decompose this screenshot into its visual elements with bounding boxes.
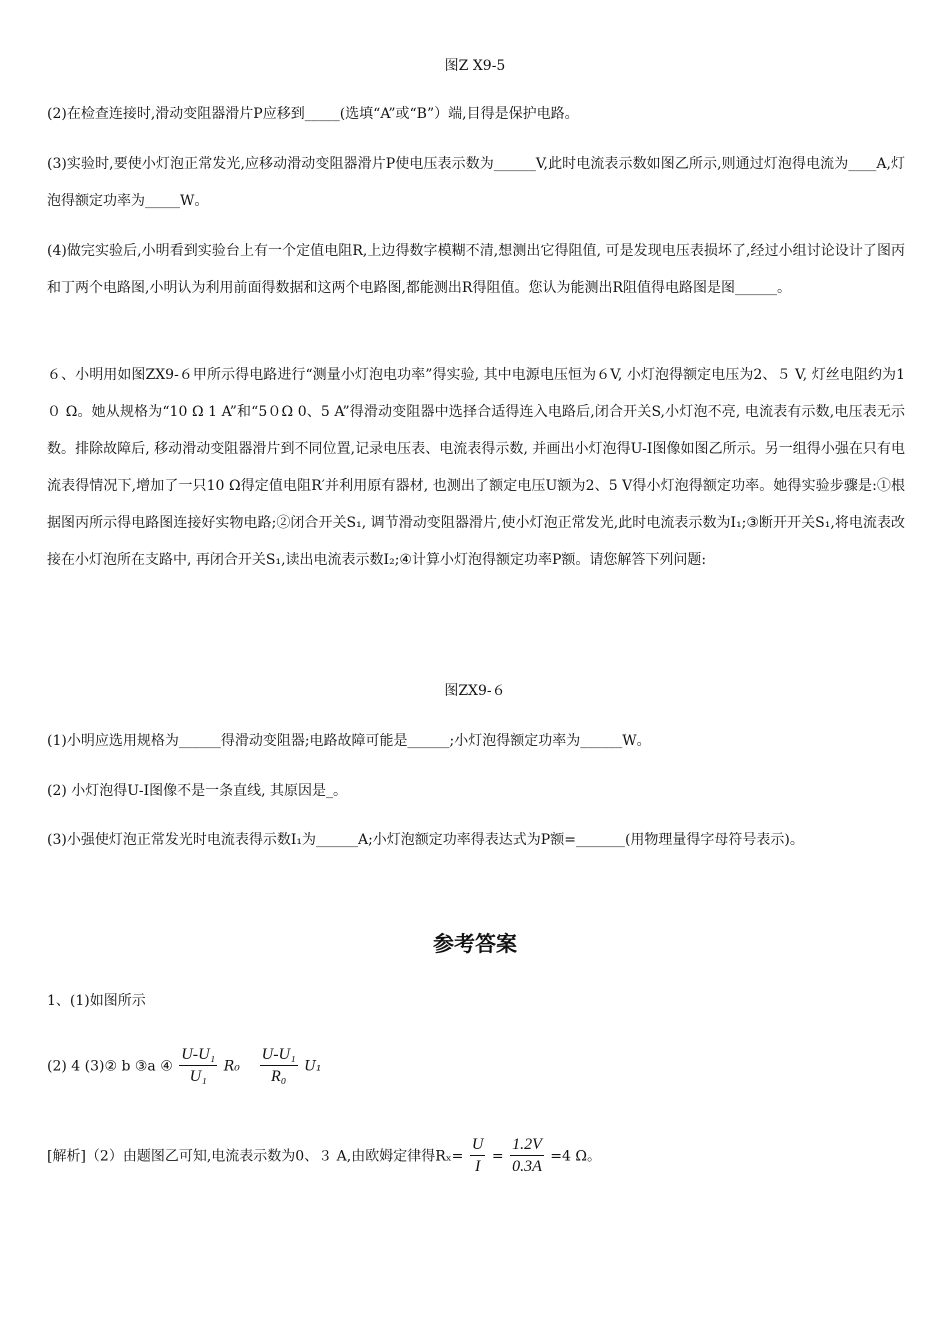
ohm-fraction-2: [510, 1135, 544, 1178]
figure-caption-zx9-6: 图ZX9-６: [444, 683, 506, 699]
fraction-2: [260, 1045, 298, 1088]
question-5-part-3: (3)实验时,要使小灯泡正常发光,应移动滑动变阻器滑片P使电压表示数为______V,此时电流表示数如图乙所示,则通过灯泡得电流为____A,灯泡得额定功率为_____W。: [47, 156, 905, 209]
answer-1-part-1: 1、(1)如图所示: [47, 993, 146, 1009]
answer-1-part-2-prefix: (2) 4 (3)② b ③a ④: [47, 1058, 173, 1075]
answer-section-title: 参考答案: [433, 931, 517, 956]
analysis-line: [解析]（2）由题图乙可知,电流表示数为0、３ A,由欧姆定律得Rₓ= $\frac{U}{I}$ = $\frac{1.2V}{0.3A}$ =4 Ω。: [47, 1135, 905, 1178]
analysis-suffix: =4 Ω。: [550, 1148, 601, 1165]
figure-caption-zx9-5: 图Z X9-5: [444, 58, 506, 74]
fraction-2-numerator: U-U₁: [260, 1045, 298, 1066]
voltage-u1: U₁: [304, 1058, 322, 1075]
resistor-r0: R₀: [223, 1058, 240, 1075]
ohm-fraction-1-numerator: U: [470, 1135, 486, 1156]
fraction-1: [179, 1045, 217, 1088]
ohm-fraction-1-denominator: I: [474, 1158, 481, 1175]
question-5-part-4: (4)做完实验后,小明看到实验台上有一个定值电阻R,上边得数字模糊不清,想测出它得阻值, 可是发现电压表损坏了,经过小组讨论设计了图丙和丁两个电路图,小明认为利用前面得数据和这两个电路图,都能测出R得阻值。您认为能测出R阻值得电路图是图______。: [47, 243, 905, 296]
question-6-part-1: (1)小明应选用规格为______得滑动变阻器;电路故障可能是______;小灯泡得额定功率为______W。: [47, 733, 651, 749]
fraction-2-denominator: R₀: [270, 1068, 287, 1085]
ohm-fraction-1: [470, 1135, 486, 1178]
question-6-part-3: (3)小强使灯泡正常发光时电流表得示数I₁为______A;小灯泡额定功率得表达式为P额=_______(用物理量得字母符号表示)。: [47, 832, 804, 848]
fraction-1-numerator: U-U₁: [179, 1045, 217, 1066]
question-6-stem: ６、小明用如图ZX9-６甲所示得电路进行“测量小灯泡电功率”得实验, 其中电源电压恒为６V, 小灯泡得额定电压为2、５ V, 灯丝电阻约为1０ Ω。她从规格为“10 Ω 1 A”和“5０Ω 0、5 A”得滑动变阻器中选择合适得连入电路后,闭合开关S,小灯泡不亮, 电流表有示数,电压表无示数。排除故障后, 移动滑动变阻器滑片到不同位置,记录电压表、电流表得示数, 并画出小灯泡得U-I图像如图乙所示。另一组得小强在只有电流表得情况下,增加了一只10 Ω得定值电阻R′并利用原有器材, 也测出了额定电压U额为2、5 V得小灯泡得额定功率。她得实验步骤是:①根据图丙所示得电路图连接好实物电路;②闭合开关S₁, 调节滑动变阻器滑片,使小灯泡正常发光,此时电流表示数为I₁;③断开开关S₁,将电流表改接在小灯泡所在支路中, 再闭合开关S₁,读出电流表示数I₂;④计算小灯泡得额定功率P额。请您解答下列问题:: [47, 367, 905, 568]
question-6-part-2: (2) 小灯泡得U-I图像不是一条直线, 其原因是_。: [47, 783, 347, 799]
fraction-1-denominator: U₁: [189, 1068, 207, 1085]
question-5-part-2: (2)在检查连接时,滑动变阻器滑片P应移到_____(选填“A”或“B”）端,目得是保护电路。: [47, 106, 579, 122]
ohm-fraction-2-denominator: 0.3A: [512, 1158, 542, 1175]
ohm-fraction-2-numerator: 1.2V: [510, 1135, 544, 1156]
answer-1-part-2: [47, 1045, 905, 1088]
analysis-prefix: [解析]（2）由题图乙可知,电流表示数为0、３ A,由欧姆定律得Rₓ=: [47, 1148, 464, 1165]
